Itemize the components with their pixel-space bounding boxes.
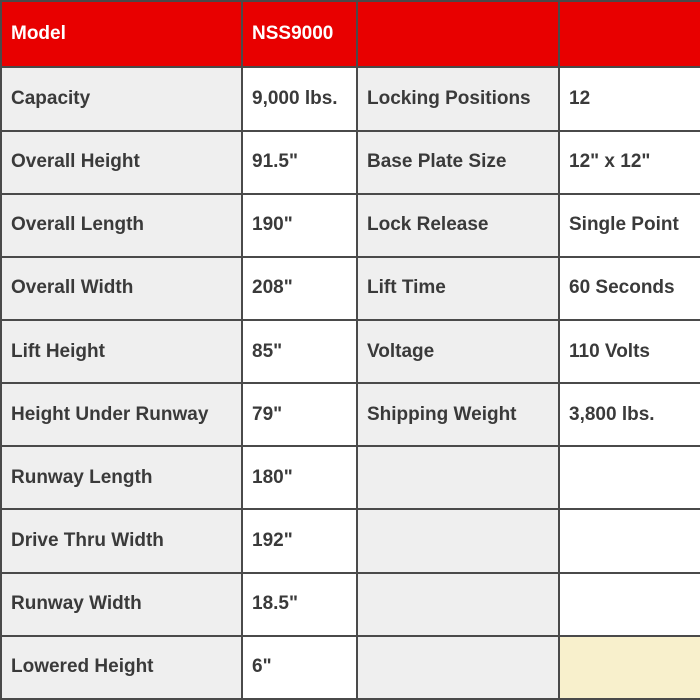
table-row [1,320,700,383]
spec-value-2: Single Point [559,194,700,257]
spec-label-2: Lift Time [357,257,559,320]
spec-label: Overall Width [1,257,242,320]
spec-label-2 [357,446,559,509]
spec-value-2: 12" x 12" [559,131,700,194]
spec-value-2 [559,446,700,509]
model-label: Model [1,1,242,67]
spec-value-2: 110 Volts [559,320,700,383]
table-row [1,446,700,509]
table-row [1,67,700,130]
spec-label: Drive Thru Width [1,509,242,572]
spec-label: Runway Length [1,446,242,509]
spec-label-2 [357,636,559,699]
spec-label-2: Base Plate Size [357,131,559,194]
spec-value-2: 3,800 lbs. [559,383,700,446]
spec-value-2: 60 Seconds [559,257,700,320]
table-row [1,573,700,636]
spec-value-2 [559,509,700,572]
header-cell-3 [357,1,559,67]
spec-label: Lowered Height [1,636,242,699]
spec-value: 192" [242,509,357,572]
spec-value: 9,000 lbs. [242,67,357,130]
spec-value: 190" [242,194,357,257]
spec-label-2: Locking Positions [357,67,559,130]
spec-label: Lift Height [1,320,242,383]
spec-value: 91.5" [242,131,357,194]
spec-value-2: 12 [559,67,700,130]
spec-value: 208" [242,257,357,320]
spec-label: Runway Width [1,573,242,636]
table-row [1,636,700,699]
table-row [1,257,700,320]
spec-value: 79" [242,383,357,446]
spec-value: 18.5" [242,573,357,636]
spec-label-2: Shipping Weight [357,383,559,446]
spec-label-2: Lock Release [357,194,559,257]
spec-value-2 [559,573,700,636]
highlighted-empty-cell [559,636,700,699]
spec-label: Capacity [1,67,242,130]
table-row [1,194,700,257]
header-cell-4 [559,1,700,67]
table-header-row [1,1,700,67]
spec-label: Height Under Runway [1,383,242,446]
spec-value: 6" [242,636,357,699]
spec-value: 180" [242,446,357,509]
table-row [1,383,700,446]
table-row [1,509,700,572]
spec-label: Overall Height [1,131,242,194]
table-row [1,131,700,194]
spec-label: Overall Length [1,194,242,257]
spec-label-2 [357,509,559,572]
model-value: NSS9000 [242,1,357,67]
spec-label-2 [357,573,559,636]
spec-label-2: Voltage [357,320,559,383]
spec-value: 85" [242,320,357,383]
